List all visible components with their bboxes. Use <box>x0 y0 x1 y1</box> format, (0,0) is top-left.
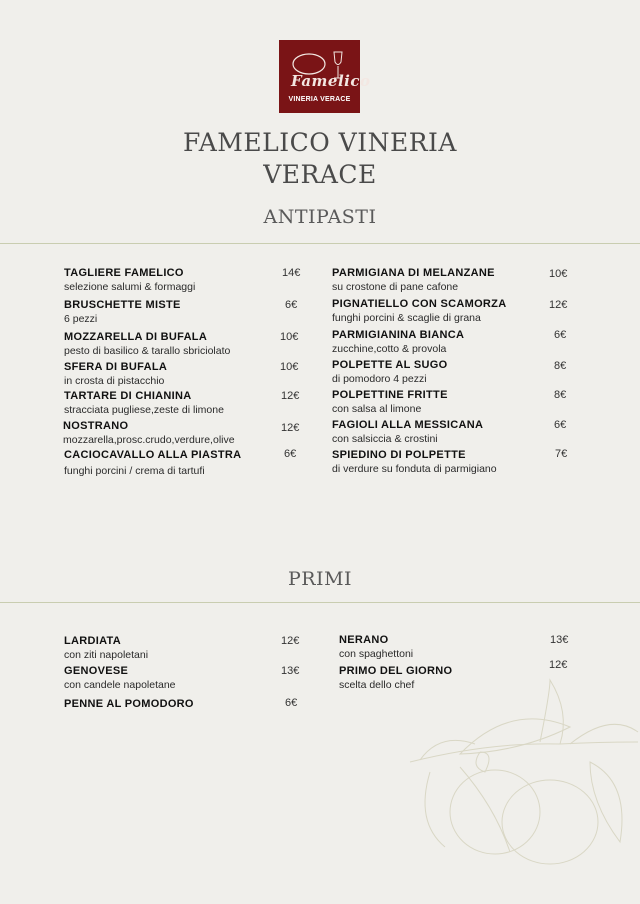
item-name: NERANO <box>339 634 389 646</box>
menu-item <box>332 267 495 294</box>
menu-item <box>64 665 176 692</box>
menu-item <box>332 298 506 325</box>
item-desc: selezione salumi & formaggi <box>64 281 196 293</box>
divider <box>0 243 640 244</box>
menu-item <box>64 698 194 711</box>
item-name: SFERA DI BUFALA <box>64 361 168 373</box>
item-name: PARMIGIANA DI MELANZANE <box>332 267 495 279</box>
item-desc: su crostone di pane cafone <box>332 281 459 293</box>
item-price: 12€ <box>281 390 300 402</box>
menu-item <box>332 359 447 386</box>
menu-item <box>332 449 497 476</box>
item-price: 12€ <box>549 659 568 671</box>
item-name: FAGIOLI ALLA MESSICANA <box>332 419 484 431</box>
item-desc: zucchine,cotto & provola <box>332 343 447 355</box>
item-price: 12€ <box>281 422 300 434</box>
menu-item <box>64 299 181 326</box>
item-price: 6€ <box>554 419 567 431</box>
item-name: BRUSCHETTE MISTE <box>64 299 181 311</box>
menu-item <box>339 634 413 661</box>
item-desc: stracciata pugliese,zeste di limone <box>64 404 224 416</box>
section-heading-primi: PRIMI <box>287 568 353 590</box>
menu-item <box>332 389 448 416</box>
item-desc: con salsa al limone <box>332 403 422 415</box>
item-name: PIGNATIELLO CON SCAMORZA <box>332 298 507 310</box>
item-name: POLPETTINE FRITTE <box>332 389 448 401</box>
item-desc: funghi porcini & scaglie di grana <box>332 312 481 324</box>
item-price: 6€ <box>285 697 298 709</box>
item-name: MOZZARELLA DI BUFALA <box>64 331 208 343</box>
item-price: 12€ <box>281 635 300 647</box>
item-price: 14€ <box>282 267 301 279</box>
menu-item <box>64 390 224 417</box>
menu-item <box>63 420 235 447</box>
menu-item <box>64 267 195 294</box>
item-desc: mozzarella,prosc.crudo,verdure,olive <box>63 434 235 446</box>
item-name: TAGLIERE FAMELICO <box>64 267 184 279</box>
item-desc: di pomodoro 4 pezzi <box>332 373 427 385</box>
item-desc: con spaghettoni <box>339 648 414 660</box>
item-price: 10€ <box>280 361 299 373</box>
menu-item <box>332 329 464 356</box>
page-title-line1: FAMELICO VINERIA <box>183 128 457 157</box>
item-desc: 6 pezzi <box>64 313 98 325</box>
item-desc: in crosta di pistacchio <box>64 375 165 387</box>
item-name: PRIMO DEL GIORNO <box>339 665 453 677</box>
item-price: 10€ <box>280 331 299 343</box>
item-name: NOSTRANO <box>63 420 129 432</box>
item-desc: scelta dello chef <box>339 679 415 691</box>
item-name: GENOVESE <box>64 665 129 677</box>
logo-subtitle: VINERIA VERACE <box>288 96 351 103</box>
item-desc: con salsiccia & crostini <box>332 433 438 445</box>
item-price: 7€ <box>555 448 568 460</box>
lemon-branch-illustration <box>400 672 640 896</box>
item-price: 8€ <box>554 360 567 372</box>
item-price: 10€ <box>549 268 568 280</box>
divider <box>0 602 640 603</box>
item-name: SPIEDINO DI POLPETTE <box>332 449 466 461</box>
item-desc: di verdure su fonduta di parmigiano <box>332 463 497 475</box>
item-desc: con ziti napoletani <box>64 649 149 661</box>
item-name: LARDIATA <box>64 635 121 647</box>
menu-item <box>332 419 483 446</box>
item-price: 13€ <box>550 634 569 646</box>
section-heading-antipasti: ANTIPASTI <box>263 206 377 228</box>
item-price: 6€ <box>554 329 567 341</box>
item-price: 12€ <box>549 299 568 311</box>
menu-item <box>64 361 167 388</box>
page-title-line2: VERACE <box>263 160 377 189</box>
item-name: TARTARE DI CHIANINA <box>64 390 192 402</box>
restaurant-logo <box>279 40 371 113</box>
item-price: 13€ <box>281 665 300 677</box>
item-desc: con candele napoletane <box>64 679 176 691</box>
item-price: 6€ <box>284 448 297 460</box>
item-price: 8€ <box>554 389 567 401</box>
menu-item <box>64 331 230 358</box>
item-name: CACIOCAVALLO ALLA PIASTRA <box>64 449 242 461</box>
menu-item <box>64 635 148 662</box>
menu-item <box>64 449 241 478</box>
item-name: PENNE AL POMODORO <box>64 698 194 710</box>
logo-script-text: Famelico <box>291 72 371 90</box>
item-desc: funghi porcini / crema di tartufi <box>64 465 205 477</box>
item-name: POLPETTE AL SUGO <box>332 359 448 371</box>
item-name: PARMIGIANINA BIANCA <box>332 329 465 341</box>
item-desc: pesto di basilico & tarallo sbriciolato <box>64 345 231 357</box>
item-price: 6€ <box>285 299 298 311</box>
